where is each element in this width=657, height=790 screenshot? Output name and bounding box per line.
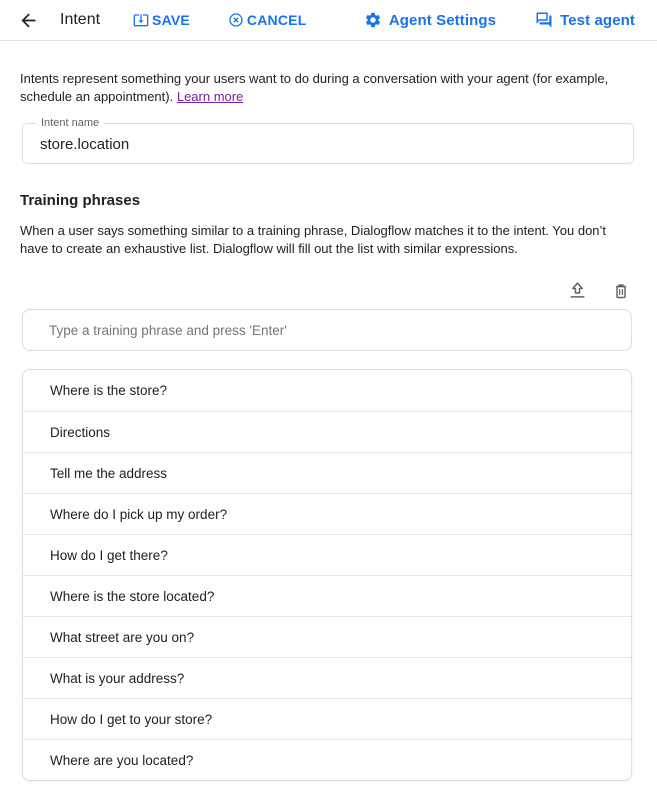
test-agent-button[interactable] — [535, 11, 635, 29]
intent-name-label: Intent name — [36, 117, 104, 129]
cancel-icon — [228, 12, 244, 28]
training-phrase-list — [22, 369, 632, 781]
training-phrases-description: When a user says something similar to a training phrase, Dialogflow matches it to the intent. You don’t have to create an exhaustive list. Dialogflow will fill out the list with similar expressions. — [20, 223, 607, 256]
learn-more-link[interactable]: Learn more — [176, 89, 244, 104]
phrase-toolbar — [20, 280, 631, 301]
intent-name-input[interactable] — [23, 124, 633, 163]
training-phrase-row[interactable]: How do I get there? — [23, 534, 631, 575]
agent-settings-label: Agent Settings — [388, 11, 497, 29]
intent-description-text: Intents represent something your users want to do during a conversation with your agent (for example, schedule an appointment). — [20, 71, 609, 104]
test-agent-label: Test agent — [560, 11, 635, 29]
upload-phrases-button[interactable] — [567, 280, 588, 301]
cancel-button[interactable] — [228, 12, 307, 28]
intent-name-field — [22, 117, 634, 164]
save-button-label: SAVE — [152, 12, 190, 28]
top-toolbar — [0, 0, 657, 41]
training-phrase-row[interactable]: Where is the store? — [50, 383, 168, 398]
training-phrase-row[interactable]: Where do I pick up my order? — [23, 493, 631, 534]
intent-editor — [0, 70, 657, 781]
save-icon — [133, 12, 149, 28]
delete-phrases-button[interactable] — [611, 281, 631, 301]
training-phrase-row[interactable]: Tell me the address — [23, 452, 631, 493]
page-title: Intent — [60, 11, 101, 28]
chat-forum-icon — [535, 11, 553, 29]
arrow-back-icon — [18, 10, 39, 31]
agent-settings-button[interactable] — [364, 11, 496, 29]
training-phrase-row[interactable]: What is your address? — [23, 657, 631, 698]
trash-icon — [611, 281, 631, 301]
back-button[interactable] — [18, 10, 39, 31]
gear-icon — [364, 11, 382, 29]
training-phrase-row[interactable]: How do I get to your store? — [23, 698, 631, 739]
training-phrase-row[interactable]: Where is the store located? — [23, 575, 631, 616]
training-phrase-row[interactable]: What street are you on? — [23, 616, 631, 657]
intent-description — [20, 70, 630, 106]
training-phrase-row[interactable]: Where are you located? — [23, 739, 631, 780]
training-phrase-row[interactable]: Directions — [23, 411, 631, 452]
cancel-button-label: CANCEL — [246, 12, 307, 28]
upload-icon — [567, 280, 588, 301]
training-phrase-input[interactable] — [22, 309, 632, 351]
save-button[interactable] — [133, 12, 190, 28]
training-phrases-heading: Training phrases — [20, 192, 141, 209]
